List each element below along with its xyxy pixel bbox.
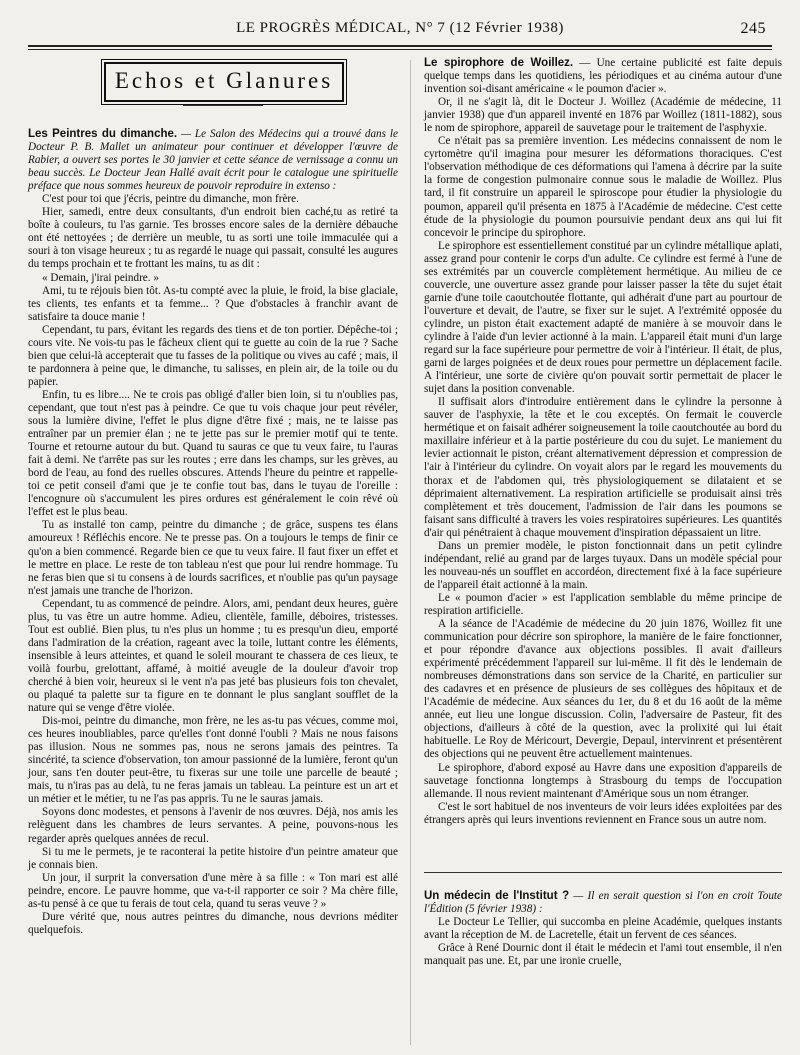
article-intro: — Une certaine publicité est faite depuis quelque temps dans les quotidiens, les périodiques et au cinéma autour d'une invention soi-disant américaine « le poumon d'acier ». <box>424 57 782 96</box>
section-banner: Echos et Glanures <box>104 62 344 102</box>
article-divider <box>424 872 782 873</box>
article-heading: Un médecin de l'Institut ? <box>424 890 570 902</box>
paragraph: Le Docteur Le Tellier, qui succomba en pleine Académie, quelques instants avant la réception de M. de Lacretelle, était un fervent de ces séances. <box>424 916 782 942</box>
paragraph: « Demain, j'irai peindre. » <box>42 271 159 284</box>
paragraph: Hier, samedi, entre deux consultants, d'un endroit bien caché,tu as retiré ta boîte à couleurs, tu l'as garnie. Tes brosses encore sales de la dernière débauche ont été nettoyées ; de derrière un meuble, tu as sorti une toile immaculée qui a souri à ton visage heureux ; tu as regardé le nuage qui passait, consulté les augures du temps prochain et te frottant les mains, tu as dit : <box>28 206 398 271</box>
lead-paragraph <box>28 128 398 193</box>
paragraph: A la séance de l'Académie de médecine du 20 juin 1876, Woillez fit une communication pour décrire son spirophore, la manière de le faire fonctionner, et pour répondre d'avance aux objections possibles. Il avait d'ailleurs expérimenté précédemment l'appareil sur lui-même. Il fit dès le lendemain de nombreuses démonstrations dans son service de la Charité, en particulier sur des cadavres et en présence de plusieurs de ses collègues des hôpitaux et de l'Académie de médecine. Aux séances du 1er, du 8 et du 16 août de la même année, eut lieu une longue discussion. Colin, l'adversaire de Pasteur, fit des objections, d'ailleurs à côté de la question, avec la prolixité qui lui était habituelle. Le Roy de Méricourt, Devergie, Depaul, intervinrent et présentèrent des objections qui ne peuvent être actuellement maintenues. <box>424 618 782 761</box>
paragraph: Grâce à René Dournic dont il était le médecin et l'ami tout ensemble, il n'en manquait pas une. Et, par une ironie cruelle, <box>424 942 782 968</box>
article-intro: — Il en serait question si l'on en croit Toute l'Édition (5 février 1938) : <box>424 890 782 916</box>
paragraph: Le « poumon d'acier » est l'application semblable du même principe de respiration artificielle. <box>424 591 782 617</box>
header-rule <box>28 45 772 47</box>
header-rule-thin <box>28 49 772 50</box>
journal-title: LE PROGRÈS MÉDICAL, N° 7 (12 Février 1938) <box>236 20 564 36</box>
paragraph: C'est le sort habituel de nos inventeurs de voir leurs idées exploitées par des étrangers après qui leurs inventions reviennent en France sous un autre nom. <box>424 800 782 826</box>
article-body <box>28 193 398 937</box>
paragraph: Le spirophore, d'abord exposé au Havre dans une exposition d'appareils de sauvetage fonctionna longtemps à Strasbourg du temps de l'occupation allemande. Il nous revient maintenant d'Amérique sous un nom étranger. <box>424 761 782 800</box>
paragraph: Dans un premier modèle, le piston fonctionnait dans un petit cylindre indépendant, relié au grand par de larges tuyaux. Dans un modèle spécial pour les nouveau-nés un soufflet en accordéon, directement fixé à la face supérieure de l'appareil était actionné à la main. <box>424 539 782 591</box>
paragraph: Or, il ne s'agit là, dit le Docteur J. Woillez (Académie de médecine, 11 janvier 1938) que d'un appareil inventé en 1876 par Woillez (1811-1882), sous le nom de spirophore, appareil de sauvetage pour le traitement de l'asphyxie. <box>424 96 782 135</box>
paragraph: Le spirophore est essentiellement constitué par un cylindre métallique aplati, assez grand pour contenir le corps d'un adulte. Ce cylindre est fermé à l'une de ses extrémités par un couvercle complètement hermétique. Au milieu de ce couvercle, une ouverture assez grande pour laisser passer la tête du sujet était garnie d'une toile caoutchoutée flottante, qui adhérait d'une part au pourtour de l'ouverture et devait, de l'autre, se fixer sur le sujet. A l'extrémité opposée du cylindre, un piston était exactement adapté de manière à se mouvoir dans le cylindre à l'aide d'un levier actionné à la main. L'appareil était muni d'un large regard sur la face supérieure pour permettre de voir à l'intérieur. Il était, de plus, garni de larges poignées et de deux roues pour permettre un déplacement facile. A l'intérieur, une sorte de civière qu'on pouvait sortir permettait de placer le sujet dans la position convenable. <box>424 239 782 396</box>
column-divider <box>410 60 411 1045</box>
right-column <box>424 57 782 827</box>
article-heading: Les Peintres du dimanche. <box>28 128 178 140</box>
paragraph: Enfin, tu es libre.... Ne te crois pas obligé d'aller bien loin, si tu n'oublies pas, cependant, que tout n'est pas à peindre. Ce que tu vois chaque jour peut révéler, sous la lumière divine, l'effet le plus digne d'être fixé ; mais, ne te laisse pas entraîner par un premier élan ; ne te jette pas sur le premier motif qui te tente. Tourne et retourne autour du but. Quand tu sauras ce que tu veux faire, tu l'auras fait à demi. Ne t'arrête pas sur les routes ; erre dans les champs, sur les grèves, au bord de l'eau, au fond des ruelles obscures. Attends l'heure du peintre et rappelle-toi ce petit conseil d'ami que je te confie tout bas, dans le tuyau de l'oreille : l'encognure où s'accumulent les pires ordures est généralement le coin rêvé où l'effet est le plus beau. <box>28 388 398 519</box>
paragraph: Un jour, il surprit la conversation d'une mère à sa fille : « Ton mari est allé peindre, encore. Le pauvre homme, que va-t-il rapporter ce soir ? Ma chère fille, as-tu pensé à ce que tu ferais de tout cela, quand tu seras veuve ? » <box>28 871 398 910</box>
paragraph: Si tu me le permets, je te raconterai la petite histoire d'un peintre amateur que je connais bien. <box>28 845 398 871</box>
paragraph: Tu as installé ton camp, peintre du dimanche ; de grâce, suspens tes élans amoureux ! Réfléchis encore. Ne te presse pas. On a toujours le temps de finir ce qu'on a bien commencé. Regarde bien ce que tu veux faire. Il faut fixer un effet et le mettre en place. Le reste de ton tableau n'est que pour lui rendre hommage. Tu ne feras bien que si tu consens à de lourds sacrifices, et n'oublie pas qu'un paysage n'est jamais une tranche de l'horizon. <box>28 519 398 597</box>
lead-paragraph <box>424 57 782 96</box>
left-column <box>28 128 398 937</box>
paragraph: Il suffisait alors d'introduire entièrement dans le cylindre la personne à sauver de l'asphyxie, la tête et le cou exceptés. On fermait le couvercle hermétique et on faisait adhérer soigneusement la toile caoutchoutée au bord du maxillaire inférieur et à la partie postérieure du cou du sujet. Le maniement du levier actionnait le piston, créant alternativement dépression et compression de l'air à l'intérieur du cylindre. On voyait alors par le regard les mouvements du thorax et de l'abdomen qui, très physiologiquement se dilataient et se déprimaient alternativement. La respiration artificielle se produisait ainsi très complètement et très doucement, l'admission de l'air dans les poumons se faisant sans difficulté à travers les voies respiratoires supérieures. Les quantités d'air qui pénétraient à chaque mouvement d'inspiration dépassaient un litre. <box>424 396 782 539</box>
lead-paragraph <box>424 890 782 916</box>
running-header <box>28 20 772 40</box>
paragraph: Soyons donc modestes, et pensons à l'avenir de nos œuvres. Déjà, nos amis les relèguent dans les chambres de leurs servantes. A peine, pouvons-nous les regarder après quelques années de recul. <box>28 806 398 845</box>
paragraph: Cependant, tu as commencé de peindre. Alors, ami, pendant deux heures, guère plus, tu vas être un autre homme. Adieu, clientèle, famille, déboires, tristesses. Tout est oublié. Bien plus, tu n'es plus un homme ; tu es presqu'un dieu, emporté dans l'admiration de la création, rageant avec la toile, luttant contre les éléments, insensible à leurs atteintes, et quand le soleil mourant te chassera de ces lieux, te voilà fourbu, grelottant, affamé, à moitié aveugle de la douleur d'avoir trop cherché à bien voir, heureux si le vent n'a pas jeté bas plusieurs fois ton chevalet, ou plaqué ta palette sur ta figure en te donnant le plus sanglant soufflet de la nature qui se venge d'être violée. <box>28 597 398 715</box>
paragraph: Ce n'était pas sa première invention. Les médecins connaissent de nom le cyrtomètre qu'il imagina pour mesurer les déformations thoraciques. C'est l'observation méthodique de ces déformations qui l'amena à décrire par la suite la forme de congestion pulmonaire connue sous le maladie de Woillez. Plus tard, il fit construire un appareil le spiroscope pour étudier la physiologie du poumon, appareil qu'il présenta en 1875 à l'Académie de médecine. C'est cette étude de la physiologie du poumon poursuivie pendant deux ans qui lui fit concevoir le principe du spirophore. <box>424 135 782 239</box>
paragraph: Ami, tu te réjouis bien tôt. As-tu compté avec la pluie, le froid, la bise glaciale, tes clients, tes enfants et ta femme... ? Que d'obstacles à franchir avant de satisfaire ta douce manie ! <box>28 284 398 323</box>
article-heading: Le spirophore de Woillez. <box>424 57 574 69</box>
paragraph: Dure vérité que, nous autres peintres du dimanche, nous devrions méditer quelquefois. <box>28 910 398 936</box>
page-number: 245 <box>740 20 766 37</box>
bottom-article <box>424 890 782 968</box>
paragraph: C'est pour toi que j'écris, peintre du dimanche, mon frère. <box>42 193 299 206</box>
article-body <box>424 916 782 968</box>
article-intro: — Le Salon des Médecins qui a trouvé dans le Docteur P. B. Mallet un animateur pour continuer et développer l'œuvre de Rabier, a ouvert ses portes le 30 janvier et cette séance de vernissage a connu un beau succès. Le Docteur Jean Hallé avait écrit pour le catalogue une spirituelle préface que nous sommes heureux de pouvoir reproduire in extenso : <box>28 128 398 193</box>
paragraph: Cependant, tu pars, évitant les regards des tiens et de ton portier. Dépêche-toi ; cours vite. Ne vois-tu pas le fâcheux client qui te guette au coin de la rue ? Sache bien que celui-là accepterait que tu fasses de la politique ou vives au café ; mais, il te pardonnera à peine que, le dimanche, tu salisses, en plein air, de la toile ou du papier. <box>28 323 398 388</box>
banner-ornament <box>183 105 263 106</box>
article-body <box>424 96 782 827</box>
paragraph: Dis-moi, peintre du dimanche, mon frère, ne les as-tu pas vécues, comme moi, ces heures inoubliables, parce qu'elles t'ont donné l'oubli ? Mais ne nous faisons pas illusion. Nous ne sommes pas, nous ne serons jamais des peintres. Ta sincérité, ta science d'observation, ton amour passionné de la lumière, feront qu'un jour, sans t'en douter peut-être, tu fixeras sur une toile une parcelle de beauté ; mais, tu n'iras pas au delà, tu ne feras jamais un tableau. La peinture est un art et un métier et le métier, tu ne l'as pas appris. Tu ne le sauras jamais. <box>28 715 398 806</box>
